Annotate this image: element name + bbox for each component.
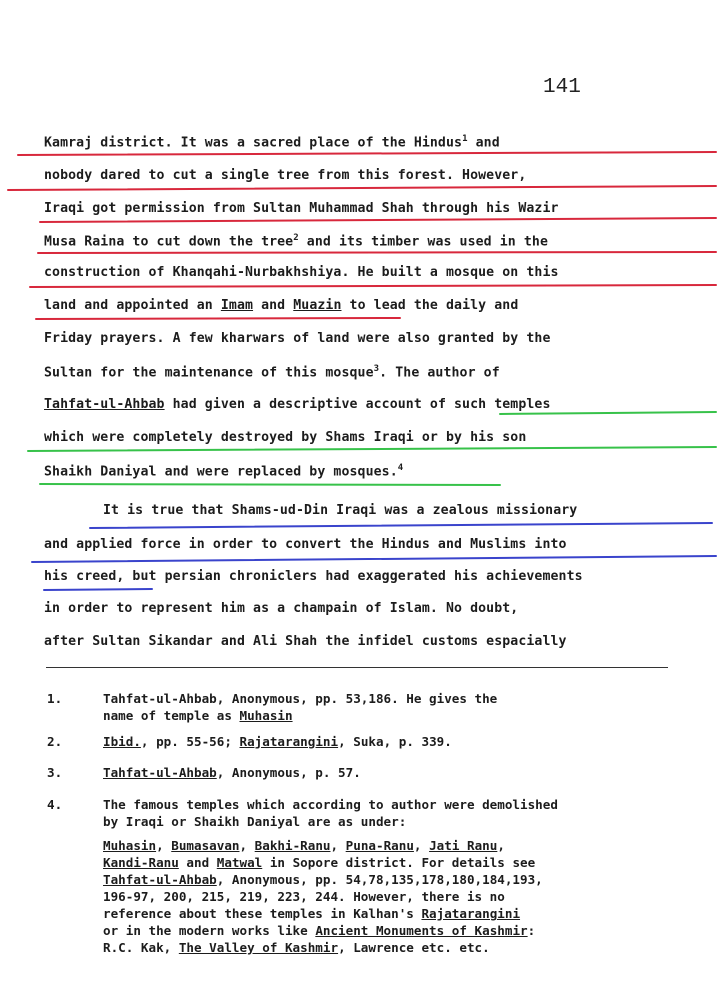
blue-mark-1 <box>90 523 712 528</box>
footnote-4-line-1: The famous temples which according to author were demolished <box>103 797 558 812</box>
body-line-15: in order to represent him as a champain of Islam. No doubt, <box>44 601 519 616</box>
footnote-4-line-8: or in the modern works like Ancient Monuments of Kashmir: <box>103 923 536 938</box>
green-mark-1 <box>500 412 716 414</box>
green-mark-3 <box>40 484 500 485</box>
footnote-3: Tahfat-ul-Ahbab, Anonymous, p. 57. <box>103 765 361 780</box>
body-line-16: after Sultan Sikandar and Ali Shah the infidel customs espacially <box>44 634 567 649</box>
red-mark-2 <box>8 186 716 190</box>
footnote-1-line-2: name of temple as Muhasin <box>103 708 293 723</box>
red-mark-1 <box>18 152 716 155</box>
body-line-3: Iraqi got permission from Sultan Muhammad Shah through his Wazir <box>44 201 559 216</box>
green-mark-2 <box>28 447 716 451</box>
blue-mark-2 <box>32 556 716 562</box>
footnote-number-2: 2. <box>47 734 63 749</box>
footnote-number-3: 3. <box>47 765 63 780</box>
body-line-8: Sultan for the maintenance of this mosque$^3$. The author of <box>44 364 500 381</box>
red-mark-6 <box>36 318 400 319</box>
body-line-12: It is true that Shams-ud-Din Iraqi was a zealous missionary <box>103 503 578 518</box>
footnote-4-line-7: reference about these temples in Kalhan's Rajatarangini <box>103 906 521 921</box>
footnote-1-line-1: Tahfat-ul-Ahbab, Anonymous, pp. 53,186. He gives the <box>103 691 498 706</box>
body-line-6: land and appointed an Imam and Muazin to lead the daily and <box>44 298 519 313</box>
body-line-1: Kamraj district. It was a sacred place of the Hindus$^1$ and <box>44 134 500 151</box>
body-line-11: Shaikh Daniyal and were replaced by mosques.$^4$ <box>44 463 404 480</box>
footnote-4-line-4: Kandi-Ranu and Matwal in Sopore district. For details see <box>103 855 536 870</box>
body-line-2: nobody dared to cut a single tree from this forest. However, <box>44 168 527 183</box>
red-mark-5 <box>30 285 716 287</box>
body-line-5: construction of Khanqahi-Nurbakhshiya. He built a mosque on this <box>44 265 559 280</box>
footnote-4-line-2: by Iraqi or Shaikh Daniyal are as under: <box>103 814 407 829</box>
body-line-7: Friday prayers. A few kharwars of land were also granted by the <box>44 331 551 346</box>
body-line-4: Musa Raina to cut down the tree$^2$ and its timber was used in the <box>44 233 548 250</box>
body-line-13: and applied force in order to convert the Hindus and Muslims into <box>44 537 567 552</box>
body-line-9: Tahfat-ul-Ahbab had given a descriptive account of such temples <box>44 397 551 412</box>
footnote-2: Ibid., pp. 55-56; Rajatarangini, Suka, p. 339. <box>103 734 452 749</box>
footnote-4-line-9: R.C. Kak, The Valley of Kashmir, Lawrence etc. etc. <box>103 940 490 955</box>
red-mark-4 <box>38 252 716 253</box>
page-number: 141 <box>543 76 581 99</box>
footnote-4-line-3: Muhasin, Bumasavan, Bakhi-Ranu, Puna-Ranu, Jati Ranu, <box>103 838 505 853</box>
blue-mark-3 <box>44 589 152 590</box>
footnote-number-4: 4. <box>47 797 63 812</box>
footnote-number-1: 1. <box>47 691 63 706</box>
footnote-4-line-6: 196-97, 200, 215, 219, 223, 244. However, there is no <box>103 889 505 904</box>
body-line-14: his creed, but persian chroniclers had exaggerated his achievements <box>44 569 583 584</box>
footnote-4-line-5: Tahfat-ul-Ahbab, Anonymous, pp. 54,78,135,178,180,184,193, <box>103 872 543 887</box>
red-mark-3 <box>40 218 716 222</box>
body-line-10: which were completely destroyed by Shams Iraqi or by his son <box>44 430 527 445</box>
